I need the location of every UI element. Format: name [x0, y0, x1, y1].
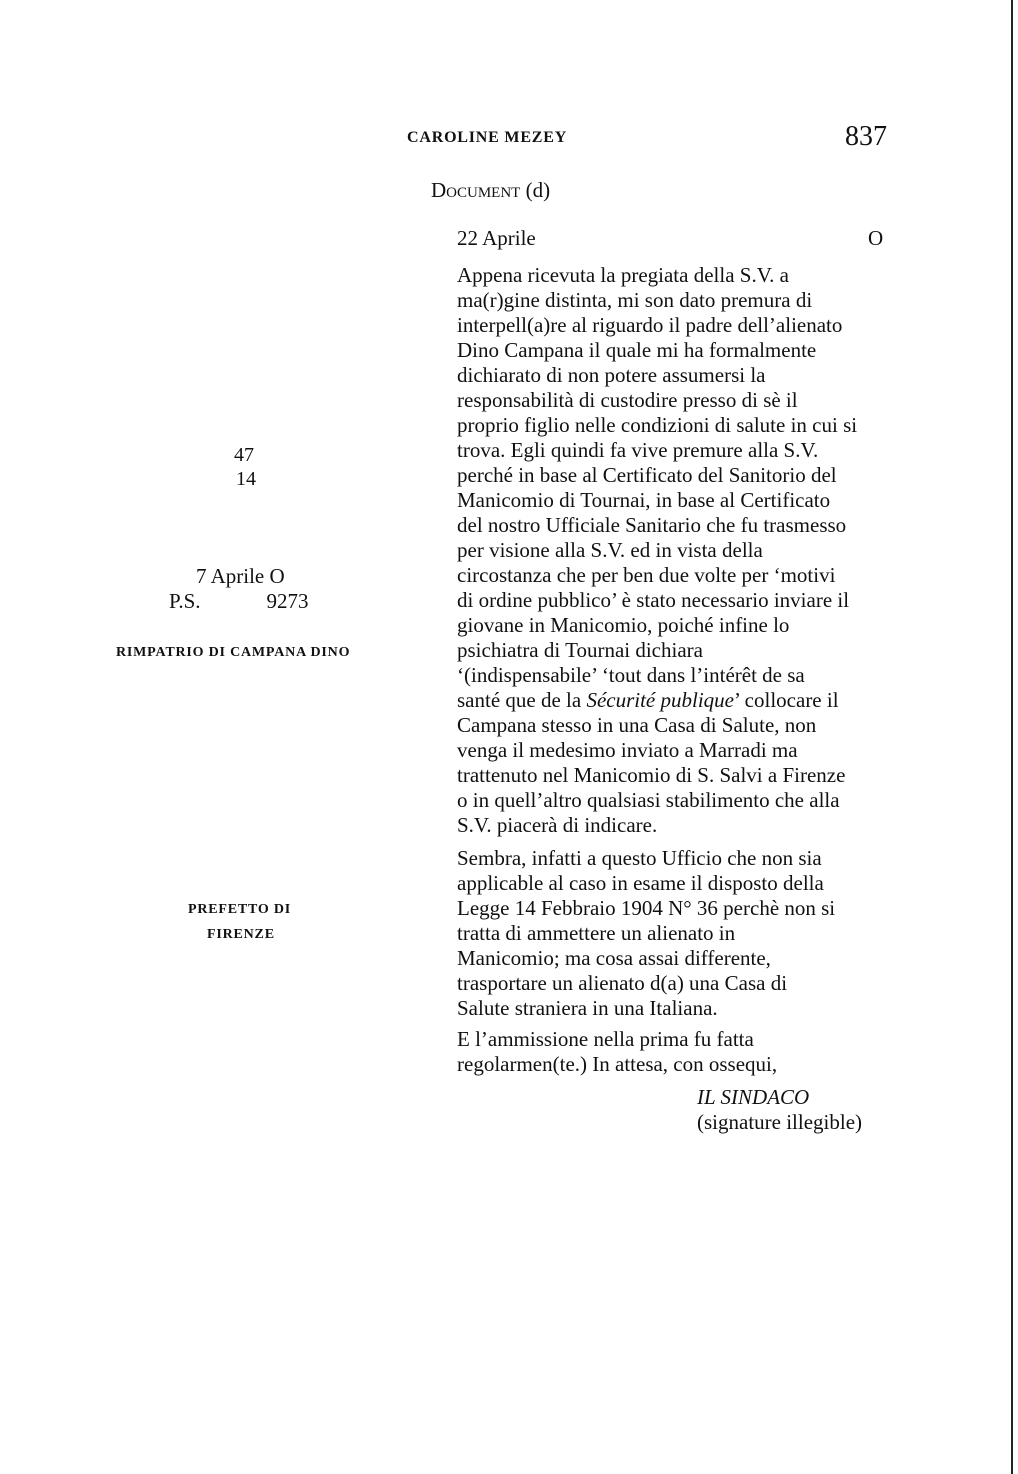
running-header-author: CAROLINE MEZEY	[407, 129, 568, 146]
paragraph-line: ‘(indispensabile’ ‘tout dans l’intérêt de sa	[457, 663, 805, 687]
margin-number-a: 47	[234, 444, 254, 466]
paragraph-line-italic	[457, 688, 893, 713]
margin-addressee-line1: PREFETTO DI	[188, 902, 292, 917]
paragraph-line: proprio figlio nelle condizioni di salute in cui si	[457, 413, 858, 437]
paragraph-2	[457, 846, 893, 1021]
margin-ps-label: P.S.	[169, 589, 201, 613]
paragraph-line: trova. Egli quindi fa vive premure alla S.V.	[457, 438, 819, 462]
margin-number-b: 14	[236, 468, 256, 490]
paragraph-line: tratta di ammettere un alienato in	[457, 921, 736, 945]
paragraph-line: del nostro Ufficiale Sanitario che fu trasmesso	[457, 513, 847, 537]
document-label-caps: Document	[431, 178, 521, 202]
paragraph-line: interpell(a)re al riguardo il padre dell’alienato	[457, 313, 843, 337]
paragraph-line: venga il medesimo inviato a Marradi ma	[457, 738, 798, 762]
document-label	[431, 178, 550, 203]
paragraph-line: Campana stesso in una Casa di Salute, non	[457, 713, 817, 737]
paragraph-line: S.V. piacerà di indicare.	[457, 813, 658, 837]
page-edge-rule	[1011, 0, 1013, 1474]
paragraph-line: di ordine pubblico’ è stato necessario inviare il	[457, 588, 850, 612]
paragraph-line: trattenuto nel Manicomio di S. Salvi a Firenze	[457, 763, 846, 787]
margin-ps-number: 9273	[266, 589, 309, 613]
margin-addressee-line2: FIRENZE	[207, 927, 275, 942]
paragraph-3	[457, 1027, 893, 1077]
italic-line-post: ’ collocare il	[734, 688, 839, 712]
paragraph-line: Appena ricevuta la pregiata della S.V. a	[457, 263, 789, 287]
paragraph-line: perché in base al Certificato del Sanitorio del	[457, 463, 837, 487]
paragraph-line: responsabilità di custodire presso di sè il	[457, 388, 798, 412]
page-number: 837	[845, 121, 887, 152]
paragraph-line: Manicomio; ma cosa assai differente,	[457, 946, 771, 970]
italic-phrase: Sécurité publique	[586, 688, 734, 712]
margin-ps-line	[169, 589, 309, 614]
paragraph-line: ma(r)gine distinta, mi son dato premura di	[457, 288, 813, 312]
paragraph-line: dichiarato di non potere assumersi la	[457, 363, 766, 387]
paragraph-line: Manicomio di Tournai, in base al Certificato	[457, 488, 831, 512]
margin-date: 7 Aprile O	[196, 564, 285, 588]
paragraph-1	[457, 263, 893, 838]
paragraph-line: per visione alla S.V. ed in vista della	[457, 538, 763, 562]
paragraph-line: Salute straniera in una Italiana.	[457, 996, 718, 1020]
margin-subject: RIMPATRIO DI CAMPANA DINO	[116, 645, 351, 660]
paragraph-line: Dino Campana il quale mi ha formalmente	[457, 338, 817, 362]
letter-date-mark: O	[868, 226, 884, 250]
paragraph-line: applicable al caso in esame il disposto della	[457, 871, 824, 895]
paragraph-line: circostanza che per ben due volte per ‘motivi	[457, 563, 836, 587]
paragraph-line: Legge 14 Febbraio 1904 N° 36 perchè non si	[457, 896, 836, 920]
paragraph-line: giovane in Manicomio, poiché infine lo	[457, 613, 790, 637]
paragraph-line: trasportare un alienato d(a) una Casa di	[457, 971, 788, 995]
signature-note: (signature illegible)	[697, 1110, 863, 1134]
letter-date: 22 Aprile	[457, 226, 536, 250]
paragraph-line: regolarmen(te.) In attesa, con ossequi,	[457, 1052, 778, 1076]
paragraph-line: psichiatra di Tournai dichiara	[457, 638, 703, 662]
italic-line-pre: santé que de la	[457, 688, 587, 712]
paragraph-line: E l’ammissione nella prima fu fatta	[457, 1027, 754, 1051]
paragraph-line: o in quell’altro qualsiasi stabilimento che alla	[457, 788, 840, 812]
paragraph-line: Sembra, infatti a questo Ufficio che non sia	[457, 846, 822, 870]
signature-title: IL SINDACO	[697, 1085, 810, 1109]
document-label-suffix: (d)	[520, 178, 551, 202]
